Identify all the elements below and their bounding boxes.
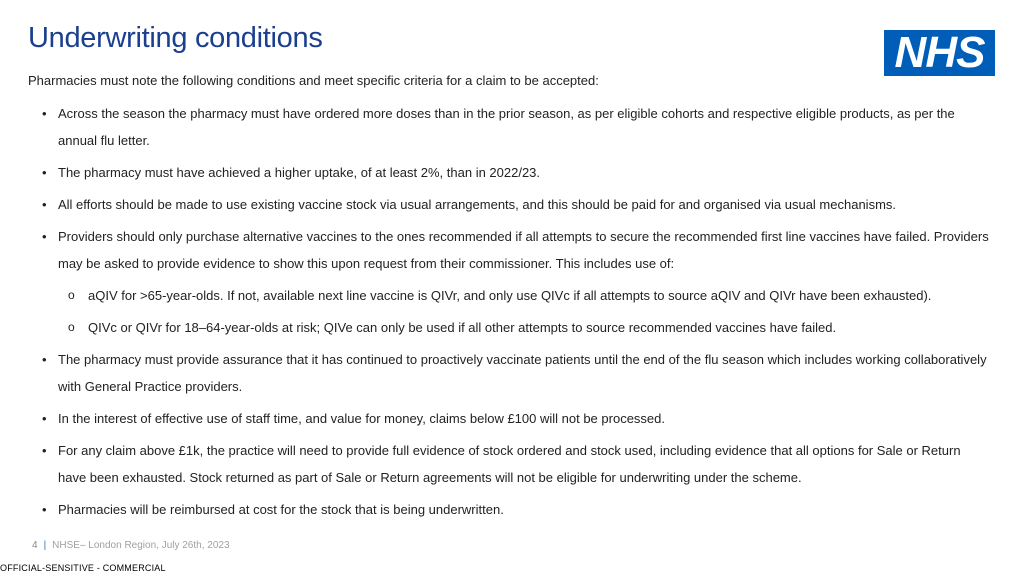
list-item-text: Pharmacies will be reimbursed at cost for the stock that is being underwritten. [58, 502, 504, 517]
conditions-list [42, 100, 992, 528]
bullet-icon: • [42, 197, 47, 212]
list-item-text: For any claim above £1k, the practice will need to provide full evidence of stock ordered and stock used, including evidence that all options for Sale or Return have been exhausted. Stock returned as part of Sale or Return agreements will not be eligible for underwriting under the scheme. [58, 443, 961, 485]
list-item [42, 405, 992, 432]
list-item [42, 346, 992, 400]
classification-label: OFFICIAL-SENSITIVE - COMMERCIAL [0, 563, 166, 573]
bullet-icon: • [42, 165, 47, 180]
circle-bullet-icon: o [68, 320, 75, 334]
footer-separator: | [43, 540, 47, 551]
list-item [42, 223, 992, 277]
list-item-text: Across the season the pharmacy must have ordered more doses than in the prior season, as per eligible cohorts and respective eligible products, as per the annual flu letter. [58, 106, 955, 148]
list-item [42, 191, 992, 218]
list-item-text: In the interest of effective use of staff time, and value for money, claims below £100 will not be processed. [58, 411, 665, 426]
sub-list-item [42, 314, 992, 341]
intro-text: Pharmacies must note the following conditions and meet specific criteria for a claim to be accepted: [28, 73, 599, 88]
list-item-text: All efforts should be made to use existing vaccine stock via usual arrangements, and this should be paid for and organised via usual mechanisms. [58, 197, 897, 212]
bullet-icon: • [42, 352, 47, 367]
sub-list-item-text: QIVc or QIVr for 18–64-year-olds at risk; QIVe can only be used if all other attempts to source recommended vaccines have failed. [88, 320, 837, 335]
list-item-text: The pharmacy must have achieved a higher uptake, of at least 2%, than in 2022/23. [58, 165, 541, 180]
footer-text: NHSE– London Region, July 26th, 2023 [52, 540, 230, 551]
list-item-text: The pharmacy must provide assurance that it has continued to proactively vaccinate patients until the end of the flu season which includes working collaboratively with General Practice providers. [58, 352, 987, 394]
footer [32, 540, 230, 551]
bullet-icon: • [42, 106, 47, 121]
bullet-icon: • [42, 443, 47, 458]
sub-list-item-text: aQIV for >65-year-olds. If not, available next line vaccine is QIVr, and only use QIVc if all attempts to source aQIV and QIVr have been exhausted). [88, 288, 932, 303]
list-item [42, 496, 992, 523]
list-item [42, 159, 992, 186]
page-title: Underwriting conditions [28, 22, 323, 54]
bullet-icon: • [42, 502, 47, 517]
circle-bullet-icon: o [68, 288, 75, 302]
page-number: 4 [32, 540, 38, 551]
list-item-text: Providers should only purchase alternative vaccines to the ones recommended if all attempts to secure the recommended first line vaccines have failed. Providers may be asked to provide evidence to show this upon request from their commissioner. This includes use of: [58, 229, 989, 271]
list-item [42, 100, 992, 154]
sub-list-item [42, 282, 992, 309]
list-item [42, 437, 992, 491]
nhs-logo: NHS [884, 30, 995, 76]
bullet-icon: • [42, 229, 47, 244]
bullet-icon: • [42, 411, 47, 426]
